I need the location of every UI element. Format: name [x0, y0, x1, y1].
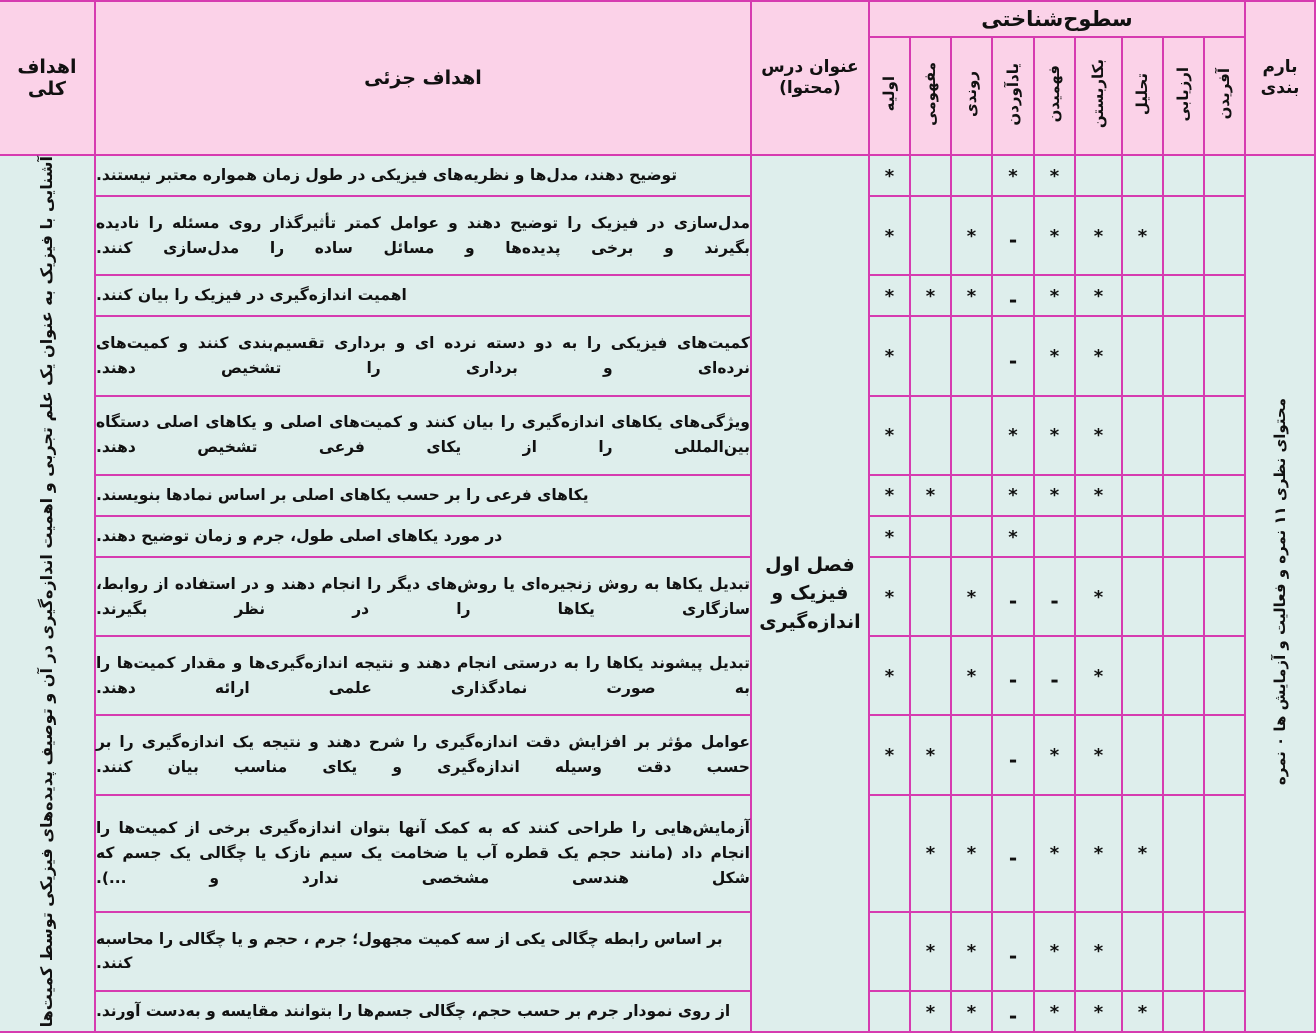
mark-cell-r1-c0[interactable] — [1204, 196, 1245, 275]
mark-cell-r1-c6[interactable] — [951, 196, 992, 275]
mark-cell-r11-c4[interactable] — [1034, 912, 1075, 991]
mark-cell-r4-c2[interactable] — [1122, 396, 1163, 475]
header-overall-goals: اهداف کلی — [0, 1, 95, 155]
mark-cell-r2-c1[interactable] — [1163, 275, 1204, 316]
table-row — [0, 475, 1315, 516]
mark-cell-r9-c2[interactable] — [1122, 715, 1163, 794]
header-level-label: روندی — [962, 70, 980, 117]
mark-star: * — [1093, 941, 1104, 963]
mark-star: * — [1049, 346, 1060, 368]
mark-star: * — [1093, 586, 1104, 608]
mark-cell-r1-c4[interactable] — [1034, 196, 1075, 275]
mark-cell-r10-c3[interactable] — [1075, 795, 1122, 912]
mark-star: * — [884, 586, 895, 608]
mark-cell-r11-c1[interactable] — [1163, 912, 1204, 991]
mark-dash: - — [1008, 288, 1018, 313]
mark-star: * — [1049, 485, 1060, 507]
mark-cell-r3-c4[interactable] — [1034, 316, 1075, 395]
detailed-goal-cell: کمیت‌های فیزیکی را به دو دسته نرده ای و برداری تقسیم‌بندی کنند و کمیت‌های نرده‌ای و برداری را تشخیص دهند. — [95, 316, 751, 395]
mark-star: * — [1008, 485, 1018, 507]
mark-cell-r8-c2[interactable] — [1122, 636, 1163, 715]
table-row — [0, 795, 1315, 912]
mark-cell-r9-c4[interactable] — [1034, 715, 1075, 794]
mark-dash: - — [1008, 1004, 1018, 1029]
header-level-7 — [910, 37, 951, 155]
mark-cell-r2-c3[interactable] — [1075, 275, 1122, 316]
mark-cell-r4-c6[interactable] — [951, 396, 992, 475]
table-row — [0, 715, 1315, 794]
mark-star: * — [1093, 485, 1104, 507]
mark-cell-r1-c7[interactable] — [910, 196, 951, 275]
mark-cell-r6-c6[interactable] — [951, 516, 992, 557]
mark-dash: - — [1050, 668, 1059, 693]
mark-dash: - — [1008, 228, 1018, 253]
mark-cell-r3-c3[interactable] — [1075, 316, 1122, 395]
header-level-label: یادآوردن — [1003, 62, 1022, 126]
mark-cell-r11-c8[interactable] — [869, 912, 910, 991]
mark-star: * — [1008, 526, 1018, 548]
mark-cell-r2-c2[interactable] — [1122, 275, 1163, 316]
mark-star: * — [966, 285, 977, 307]
mark-star: * — [1093, 285, 1104, 307]
header-level-0 — [1204, 37, 1245, 155]
mark-cell-r9-c7[interactable] — [910, 715, 951, 794]
mark-cell-r3-c0[interactable] — [1204, 316, 1245, 395]
mark-dash: - — [1008, 348, 1018, 373]
mark-cell-r12-c4[interactable] — [1034, 991, 1075, 1032]
mark-star: * — [1049, 745, 1060, 767]
mark-cell-r9-c3[interactable] — [1075, 715, 1122, 794]
header-lesson-title — [751, 1, 869, 155]
mark-star: * — [1093, 843, 1104, 865]
detailed-goal-cell: آزمایش‌هایی را طراحی کنند که به کمک آنها بتوان اندازه‌گیری برخی از کمیت‌ها را انجام داد (مانند حجم یک قطره آب یا ضخامت یک سیم نازک یا چگالی یک جسم که شکل هندسی مشخصی ندارد و ...). — [95, 795, 751, 912]
mark-cell-r7-c6[interactable] — [951, 557, 992, 636]
mark-star: * — [966, 586, 977, 608]
mark-cell-r5-c1[interactable] — [1163, 475, 1204, 516]
mark-cell-r5-c5[interactable] — [992, 475, 1034, 516]
mark-star: * — [1093, 425, 1104, 447]
mark-star: * — [884, 425, 895, 447]
mark-cell-r8-c5[interactable] — [992, 636, 1034, 715]
mark-cell-r6-c7[interactable] — [910, 516, 951, 557]
mark-cell-r8-c0[interactable] — [1204, 636, 1245, 715]
header-row-group — [0, 1, 1315, 37]
mark-cell-r10-c0[interactable] — [1204, 795, 1245, 912]
mark-cell-r7-c0[interactable] — [1204, 557, 1245, 636]
mark-cell-r4-c1[interactable] — [1163, 396, 1204, 475]
mark-star: * — [1049, 1001, 1060, 1023]
mark-cell-r12-c6[interactable] — [951, 991, 992, 1032]
mark-star: * — [1137, 1001, 1148, 1023]
mark-cell-r10-c6[interactable] — [951, 795, 992, 912]
mark-star: * — [1137, 843, 1148, 865]
mark-cell-r10-c5[interactable] — [992, 795, 1034, 912]
mark-star: * — [925, 1001, 936, 1023]
mark-cell-r0-c4[interactable] — [1034, 155, 1075, 196]
mark-star: * — [966, 225, 977, 247]
header-barem-line1: بارم — [1262, 56, 1298, 77]
mark-cell-r2-c8[interactable] — [869, 275, 910, 316]
mark-cell-r0-c1[interactable] — [1163, 155, 1204, 196]
mark-cell-r6-c4[interactable] — [1034, 516, 1075, 557]
header-level-8 — [869, 37, 910, 155]
header-level-5 — [992, 37, 1034, 155]
mark-star: * — [884, 165, 895, 187]
mark-star: * — [925, 843, 936, 865]
mark-cell-r2-c7[interactable] — [910, 275, 951, 316]
mark-cell-r9-c6[interactable] — [951, 715, 992, 794]
mark-cell-r10-c7[interactable] — [910, 795, 951, 912]
mark-cell-r8-c1[interactable] — [1163, 636, 1204, 715]
mark-star: * — [1093, 745, 1104, 767]
mark-star: * — [884, 665, 895, 687]
mark-cell-r4-c5[interactable] — [992, 396, 1034, 475]
mark-star: * — [966, 665, 977, 687]
mark-cell-r5-c6[interactable] — [951, 475, 992, 516]
mark-cell-r12-c5[interactable] — [992, 991, 1034, 1032]
mark-cell-r0-c2[interactable] — [1122, 155, 1163, 196]
table-row — [0, 516, 1315, 557]
mark-cell-r12-c8[interactable] — [869, 991, 910, 1032]
table-row — [0, 557, 1315, 636]
mark-dash: - — [1008, 943, 1018, 968]
header-level-3 — [1075, 37, 1122, 155]
detailed-goal-cell: تبدیل یکاها به روش زنجیره‌ای یا روش‌های دیگر را انجام دهند و در استفاده از روابط، سازگاری یکاها را در نظر بگیرند. — [95, 557, 751, 636]
detailed-goal-cell: مدل‌سازی در فیزیک را توضیح دهند و عوامل کمتر تأثیرگذار روی مسئله را نادیده بگیرند و برخی پدیده‌ها و مسائل ساده را مدل‌سازی کنند. — [95, 196, 751, 275]
overall-goal-cell — [0, 155, 95, 1032]
mark-cell-r2-c0[interactable] — [1204, 275, 1245, 316]
mark-star: * — [1093, 1001, 1104, 1023]
mark-dash: - — [1008, 589, 1018, 614]
mark-star: * — [884, 285, 895, 307]
header-level-label: ارزیابی — [1174, 66, 1192, 122]
header-detailed-goals: اهداف جزئی — [95, 1, 751, 155]
mark-star: * — [966, 843, 977, 865]
mark-cell-r0-c6[interactable] — [951, 155, 992, 196]
mark-cell-r7-c2[interactable] — [1122, 557, 1163, 636]
header-level-label: آفریدن — [1215, 68, 1233, 120]
mark-cell-r11-c0[interactable] — [1204, 912, 1245, 991]
table-row — [0, 636, 1315, 715]
mark-cell-r5-c0[interactable] — [1204, 475, 1245, 516]
mark-star: * — [1049, 843, 1060, 865]
mark-star: * — [884, 526, 895, 548]
mark-cell-r0-c3[interactable] — [1075, 155, 1122, 196]
header-level-label: اولیه — [879, 76, 898, 112]
table-row — [0, 275, 1315, 316]
mark-star: * — [1137, 225, 1148, 247]
mark-cell-r4-c4[interactable] — [1034, 396, 1075, 475]
mark-cell-r2-c4[interactable] — [1034, 275, 1075, 316]
header-cognitive-levels-group: سطوح‌شناختی — [869, 1, 1245, 37]
mark-cell-r12-c3[interactable] — [1075, 991, 1122, 1032]
mark-cell-r5-c7[interactable] — [910, 475, 951, 516]
mark-cell-r4-c3[interactable] — [1075, 396, 1122, 475]
mark-cell-r3-c8[interactable] — [869, 316, 910, 395]
mark-cell-r1-c1[interactable] — [1163, 196, 1204, 275]
mark-cell-r7-c3[interactable] — [1075, 557, 1122, 636]
table-row — [0, 991, 1315, 1032]
detailed-goal-cell: توضیح دهند، مدل‌ها و نظریه‌های فیزیکی در طول زمان همواره معتبر نیستند. — [95, 155, 751, 196]
mark-cell-r5-c2[interactable] — [1122, 475, 1163, 516]
detailed-goal-cell: تبدیل پیشوند یکاها را به درستی انجام دهند و نتیجه اندازه‌گیری‌ها و مقدار کمیت‌ها را به صورت نمادگذاری علمی ارائه دهند. — [95, 636, 751, 715]
barem-value-text: محتوای نظری ۱۱ نمره و فعالیت و آزمایش ها ۰ نمره — [1271, 398, 1289, 786]
mark-cell-r10-c2[interactable] — [1122, 795, 1163, 912]
mark-cell-r10-c4[interactable] — [1034, 795, 1075, 912]
mark-star: * — [1049, 941, 1060, 963]
mark-cell-r1-c2[interactable] — [1122, 196, 1163, 275]
header-level-6 — [951, 37, 992, 155]
mark-dash: - — [1008, 747, 1018, 772]
mark-cell-r11-c5[interactable] — [992, 912, 1034, 991]
header-level-label: مفهومی — [921, 62, 939, 126]
mark-star: * — [925, 485, 936, 507]
mark-star: * — [884, 346, 895, 368]
mark-star: * — [1093, 346, 1104, 368]
header-lesson-title-line2: (محتوا) — [779, 78, 841, 98]
mark-star: * — [884, 485, 895, 507]
header-level-label: تحلیل — [1133, 72, 1151, 116]
mark-star: * — [1093, 225, 1104, 247]
mark-cell-r8-c4[interactable] — [1034, 636, 1075, 715]
mark-star: * — [1093, 665, 1104, 687]
mark-cell-r6-c1[interactable] — [1163, 516, 1204, 557]
mark-cell-r9-c8[interactable] — [869, 715, 910, 794]
detailed-goal-cell: ویژگی‌های یکاهای اندازه‌گیری را بیان کنند و کمیت‌های اصلی و یکاهای اصلی دستگاه بین‌المللی را از یکای فرعی تشخیص دهند. — [95, 396, 751, 475]
mark-cell-r1-c5[interactable] — [992, 196, 1034, 275]
mark-cell-r8-c6[interactable] — [951, 636, 992, 715]
mark-cell-r7-c4[interactable] — [1034, 557, 1075, 636]
mark-cell-r10-c8[interactable] — [869, 795, 910, 912]
mark-cell-r8-c8[interactable] — [869, 636, 910, 715]
table-row — [0, 396, 1315, 475]
overall-goal-text: آشنایی با فیزیک به عنوان یک علم تجربی و اهمیت اندازه‌گیری در آن و توصیف پدیده‌های فیزیکی توسط کمیت‌ها — [37, 156, 57, 1028]
mark-star: * — [1049, 225, 1060, 247]
mark-cell-r9-c1[interactable] — [1163, 715, 1204, 794]
lesson-title-cell — [751, 155, 869, 1032]
mark-cell-r9-c5[interactable] — [992, 715, 1034, 794]
mark-cell-r8-c3[interactable] — [1075, 636, 1122, 715]
header-level-label: بکاربستن — [1089, 59, 1107, 129]
mark-dash: - — [1050, 589, 1059, 614]
mark-cell-r5-c8[interactable] — [869, 475, 910, 516]
header-barem — [1245, 1, 1315, 155]
table-row — [0, 912, 1315, 991]
mark-cell-r6-c5[interactable] — [992, 516, 1034, 557]
lesson-title-line: فصل اول — [765, 553, 855, 576]
detailed-goal-cell: از روی نمودار جرم بر حسب حجم، چگالی جسم‌ها را بتوانند مقایسه و به‌دست آورند. — [95, 991, 751, 1032]
mark-cell-r5-c4[interactable] — [1034, 475, 1075, 516]
header-level-1 — [1163, 37, 1204, 155]
mark-dash: - — [1008, 668, 1018, 693]
mark-cell-r7-c8[interactable] — [869, 557, 910, 636]
detailed-goal-cell: در مورد یکاهای اصلی طول، جرم و زمان توضیح دهند. — [95, 516, 751, 557]
mark-star: * — [966, 941, 977, 963]
mark-star: * — [925, 941, 936, 963]
header-level-2 — [1122, 37, 1163, 155]
detailed-goal-cell: یکاهای فرعی را بر حسب یکاهای اصلی بر اساس نمادها بنویسند. — [95, 475, 751, 516]
mark-dash: - — [1008, 845, 1018, 870]
mark-cell-r3-c1[interactable] — [1163, 316, 1204, 395]
mark-cell-r6-c2[interactable] — [1122, 516, 1163, 557]
header-barem-line2: بندی — [1260, 78, 1300, 98]
header-lesson-title-line1: عنوان درس — [761, 56, 859, 77]
mark-cell-r6-c3[interactable] — [1075, 516, 1122, 557]
mark-cell-r7-c5[interactable] — [992, 557, 1034, 636]
mark-star: * — [884, 225, 895, 247]
mark-cell-r6-c8[interactable] — [869, 516, 910, 557]
mark-cell-r12-c0[interactable] — [1204, 991, 1245, 1032]
mark-star: * — [884, 745, 895, 767]
mark-star: * — [925, 745, 936, 767]
mark-cell-r0-c0[interactable] — [1204, 155, 1245, 196]
mark-cell-r9-c0[interactable] — [1204, 715, 1245, 794]
mark-star: * — [1049, 165, 1060, 187]
mark-cell-r4-c7[interactable] — [910, 396, 951, 475]
barem-value — [1245, 155, 1315, 1032]
mark-cell-r3-c6[interactable] — [951, 316, 992, 395]
mark-cell-r8-c7[interactable] — [910, 636, 951, 715]
mark-cell-r5-c3[interactable] — [1075, 475, 1122, 516]
mark-cell-r6-c0[interactable] — [1204, 516, 1245, 557]
mark-cell-r4-c0[interactable] — [1204, 396, 1245, 475]
mark-cell-r0-c7[interactable] — [910, 155, 951, 196]
mark-cell-r2-c6[interactable] — [951, 275, 992, 316]
mark-cell-r3-c5[interactable] — [992, 316, 1034, 395]
mark-cell-r11-c7[interactable] — [910, 912, 951, 991]
mark-cell-r7-c7[interactable] — [910, 557, 951, 636]
header-level-4 — [1034, 37, 1075, 155]
mark-cell-r1-c3[interactable] — [1075, 196, 1122, 275]
mark-cell-r11-c2[interactable] — [1122, 912, 1163, 991]
header-level-label: فهمیدن — [1045, 65, 1063, 123]
mark-cell-r0-c8[interactable] — [869, 155, 910, 196]
mark-cell-r12-c7[interactable] — [910, 991, 951, 1032]
lesson-title-line: فیزیک و — [771, 582, 849, 605]
mark-cell-r7-c1[interactable] — [1163, 557, 1204, 636]
table-row — [0, 316, 1315, 395]
mark-cell-r11-c6[interactable] — [951, 912, 992, 991]
mark-star: * — [1008, 165, 1018, 187]
table-row — [0, 155, 1315, 196]
detailed-goal-cell: عوامل مؤثر بر افزایش دقت اندازه‌گیری را شرح دهند و نتیجه یک اندازه‌گیری را بر حسب دقت وسیله اندازه‌گیری و یکای مناسب بیان کنند. — [95, 715, 751, 794]
mark-cell-r1-c8[interactable] — [869, 196, 910, 275]
mark-cell-r0-c5[interactable] — [992, 155, 1034, 196]
mark-cell-r3-c7[interactable] — [910, 316, 951, 395]
detailed-goal-cell: بر اساس رابطه چگالی یکی از سه کمیت مجهول؛ جرم ، حجم و یا چگالی را محاسبه کنند. — [95, 912, 751, 991]
detailed-goal-cell: اهمیت اندازه‌گیری در فیزیک را بیان کنند. — [95, 275, 751, 316]
mark-cell-r3-c2[interactable] — [1122, 316, 1163, 395]
mark-star: * — [925, 285, 936, 307]
mark-cell-r11-c3[interactable] — [1075, 912, 1122, 991]
mark-cell-r4-c8[interactable] — [869, 396, 910, 475]
mark-star: * — [1049, 425, 1060, 447]
mark-star: * — [1049, 285, 1060, 307]
mark-star: * — [1008, 425, 1018, 447]
table-row — [0, 196, 1315, 275]
lesson-title-line: اندازه‌گیری — [759, 610, 861, 633]
mark-cell-r10-c1[interactable] — [1163, 795, 1204, 912]
mark-cell-r12-c2[interactable] — [1122, 991, 1163, 1032]
mark-star: * — [966, 1001, 977, 1023]
mark-cell-r12-c1[interactable] — [1163, 991, 1204, 1032]
mark-cell-r2-c5[interactable] — [992, 275, 1034, 316]
